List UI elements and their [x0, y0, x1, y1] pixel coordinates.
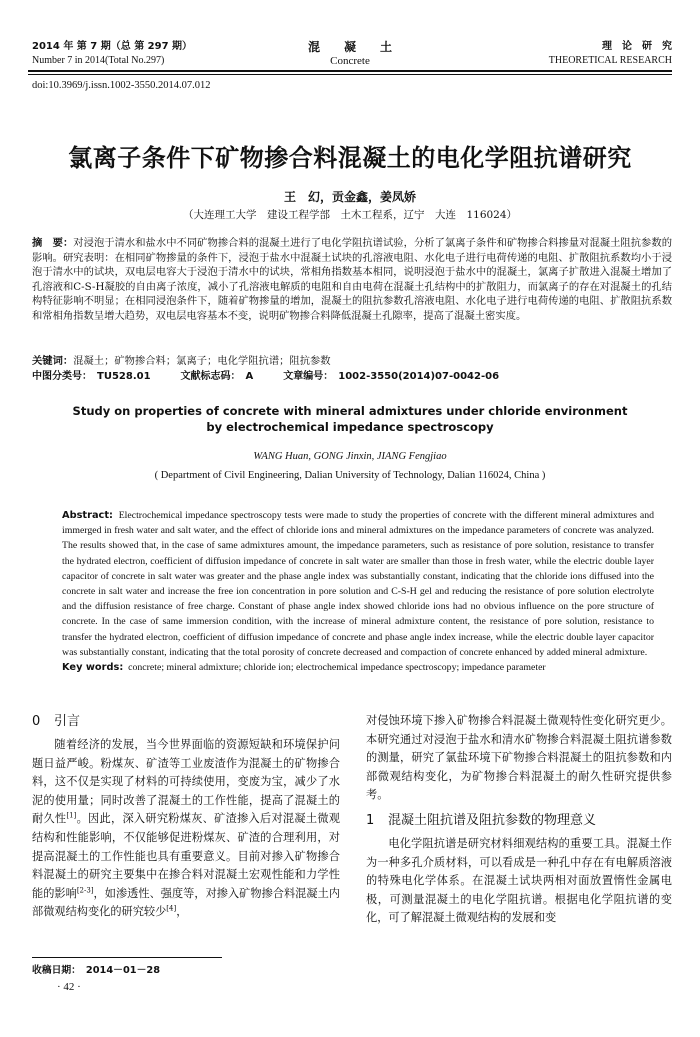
section-1-title: 混凝土阻抗谱及阻抗参数的物理意义: [388, 812, 597, 828]
journal-name-cn: 混 凝 土: [307, 40, 392, 54]
received-date: 收稿日期： 2014－01－28: [32, 965, 161, 976]
citation-4: [4]: [166, 904, 177, 913]
journal-name-en: Concrete: [330, 55, 370, 67]
keywords-en: [62, 660, 654, 675]
issue-cn: 2014 年 第 7 期（总 第 297 期）: [32, 41, 193, 52]
title-en-line2: by electrochemical impedance spectroscopy: [206, 420, 494, 434]
section-0-number: 0: [32, 714, 41, 729]
keywords-cn-label: 关键词：: [32, 355, 74, 367]
section-1-paragraph-1: 电化学阻抗谱是研究材料细观结构的重要工具。混凝土作为一种多孔介质材料，可以看成是一种孔中存在有电解质溶液的特殊电化学体系。在混凝土试块两相对面放置惰性金属电极，可测量混凝土的电化学阻抗谱。根据电化学阻抗谱的变化，可了解混凝土微观结构的发展和变: [366, 836, 672, 925]
keywords-en-text: concrete; mineral admixture; chloride ion; electrochemical impedance spectroscopy; impedance parameter: [128, 662, 546, 673]
page-number: · 42 ·: [57, 981, 81, 993]
affiliation-en: ( Department of Civil Engineering, Dalian University of Technology, Dalian 116024, China ): [154, 470, 546, 481]
abstract-en-label: Abstract:: [62, 510, 113, 521]
section-1-number: 1: [366, 812, 375, 828]
doi: doi:10.3969/j.issn.1002-3550.2014.07.012: [32, 80, 211, 91]
classification-cn: 中图分类号： TU528.01 文献标志码： A 文章编号： 1002-3550(2014)07-0042-06: [32, 371, 500, 382]
header-rule-top: [28, 70, 672, 72]
footnote-rule: [32, 957, 222, 958]
paragraph-text: 。因此，深入研究粉煤灰、矿渣掺入后对混凝土微观结构和性能影响，不仅能够促进粉煤灰、矿渣的合理利用，对提高混凝土的工作性能也具有重要意义。目前对掺入矿物掺合料混凝土的研究主要集中在掺合料对混凝土宏观性能和力学性能的影响: [32, 812, 340, 900]
article-title-cn: 氯离子条件下矿物掺合料混凝土的电化学阻抗谱研究: [68, 144, 632, 172]
authors-cn: 王 幻，贡金鑫，姜凤娇: [283, 190, 416, 204]
header-journal-issue: [32, 40, 192, 68]
affiliation-cn: （大连理工大学 建设工程学部 土木工程系，辽宁 大连 116024）: [182, 209, 518, 221]
abstract-cn-label: 摘 要：: [32, 237, 74, 249]
body-column-right: [366, 712, 672, 928]
citation-2-3: [2-3]: [76, 886, 94, 895]
paragraph-text: ，: [176, 905, 188, 919]
header-rule-bottom: [28, 74, 672, 75]
section-0-heading: [32, 712, 340, 732]
header-journal-name: [270, 40, 430, 68]
issue-en: Number 7 in 2014(Total No.297): [32, 55, 165, 66]
authors-en: WANG Huan, GONG Jinxin, JIANG Fengjiao: [253, 451, 447, 462]
abstract-en: [62, 508, 654, 660]
title-en-line1: Study on properties of concrete with mineral admixtures under chloride environment: [72, 404, 628, 418]
header-section: [549, 40, 672, 68]
keywords-en-label: Key words:: [62, 662, 124, 673]
section-0-title: 引言: [54, 714, 81, 729]
keywords-cn-text: 混凝土；矿物掺合料；氯离子；电化学阻抗谱；阻抗参数: [73, 355, 331, 367]
paragraph-text: 随着经济的发展，当今世界面临的资源短缺和环境保护问题日益严峻。粉煤灰、矿渣等工业废渣作为混凝土的矿物掺合料，这不仅是实现了材料的可持续使用，变废为宝，减少了水泥的使用量；同时改善了混凝土的工作性能，提高了混凝土的耐久性: [32, 738, 340, 826]
paragraph-text: ，如渗透性、强度等，对掺入矿物掺合料混凝土内部微观结构变化的研究较少: [32, 886, 340, 919]
section-0-paragraph-1-continued: 对侵蚀环境下掺入矿物掺合料混凝土微观特性变化研究更少。本研究通过对浸泡于盐水和清水矿物掺合料混凝土阻抗谱参数的测量，研究了氯盐环境下矿物掺合料混凝土的阻抗参数和内部微观结构变化，为矿物掺合料混凝土的耐久性研究提供参考。: [366, 714, 672, 802]
citation-1: [1]: [66, 811, 77, 820]
abstract-cn: [32, 236, 672, 324]
section-cn: 理 论 研 究: [602, 41, 672, 52]
section-en: THEORETICAL RESEARCH: [548, 55, 672, 66]
abstract-cn-text: 对浸泡于清水和盐水中不同矿物掺合料的混凝土进行了电化学阻抗谱试验，分析了氯离子条件和矿物掺合料掺量对混凝土阻抗参数的影响。研究表明：在相同矿物掺量的条件下，浸泡于盐水中混凝土试块的孔溶液电阻、水化电子进行电荷传递的电阻、扩散阻抗系数均小于浸泡于清水中的试块，双电层电容大于浸泡于清水中的试块，常相角指数基本相同，说明浸泡于盐水中的混凝土，氯离子扩散进入混凝土增加了孔溶液和C-S-H凝胶的自由离子浓度，减小了孔溶液电解质的电阻和自由电荷在混凝土孔结构中的扩散阻力，而氯离子的存在对混凝土的孔结构特征影响不明显；在相同浸泡条件下，随着矿物掺量的增加，混凝土的阻抗参数孔溶液电阻、水化电子进行电荷传递的电阻、扩散阻抗系数和常相角指数呈增大趋势，双电层电容基本不变，说明矿物掺合料降低混凝土孔隙率，提高了混凝土密实度。: [32, 237, 673, 322]
article-title-en: [0, 403, 700, 435]
body-column-left: [32, 712, 340, 922]
abstract-en-text: Electrochemical impedance spectroscopy tests were made to study the properties of concrete with the different mineral admixtures and immerged in fresh water and salt water, and the effect of chloride ions and mineral admixtures on the impedance parameters of concrete was analyzed. The results showed that, in the case of same admixtures amount, the impedance parameters, such as resistance of pore solution, resistance to transfer the hydrated electron, coefficient of diffusion impedance of concrete in salt water are smaller than those in fresh water, while the electric double layer capacitor of concrete in salt water was greater and the phase angle index was substantially constant, indicating that the chloride ions diffused into the concrete in salt water and increase the free ion concentration in pore solution and C-S-H gel and reducing the resistance of pore solution electrolyte and the diffusion resistance of free charge. Constant of phase angle index showed chloride ions had no obvious influence on the pore structure of concrete. In the case of same immersion condition, with the increase of mineral admixture content, the resistance of pore solution, resistance to transfer the hydrated electron, coefficient of diffusion impedance of concrete and phase angle index increase, while the electric double layer capacitor was substantially constant, indicating that the total porosity of concrete decreased and compaction of concrete enhanced by added mineral admixture.: [62, 510, 654, 658]
section-1-heading: [366, 811, 672, 831]
keywords-cn: [32, 354, 672, 369]
section-0-paragraph-1: [32, 736, 340, 922]
